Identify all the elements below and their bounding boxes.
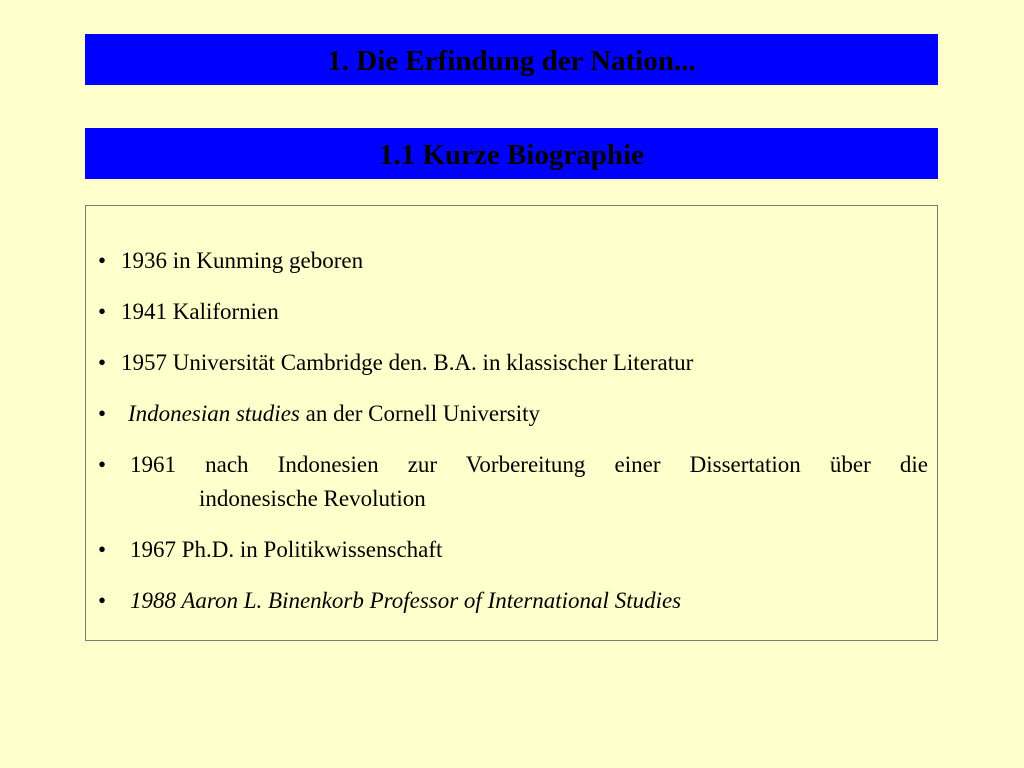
biography-box bbox=[85, 205, 938, 641]
slide-subtitle: 1.1 Kurze Biographie bbox=[378, 139, 644, 171]
bullet: • bbox=[98, 537, 107, 562]
bullet: • bbox=[98, 248, 107, 273]
list-item-continuation: indonesische Revolution bbox=[199, 486, 426, 511]
list-item-text: 1957 Universität Cambridge den. B.A. in klassischer Literatur bbox=[121, 350, 694, 375]
italic-phrase: Indonesian studies bbox=[128, 401, 300, 426]
bullet: • bbox=[98, 299, 107, 324]
list-item bbox=[86, 448, 939, 516]
list-item-text bbox=[128, 397, 540, 431]
slide-title: 1. Die Erfindung der Nation... bbox=[327, 45, 696, 77]
bullet: • bbox=[98, 401, 107, 426]
list-item-text: 1988 Aaron L. Binenkorb Professor of International Studies bbox=[130, 588, 682, 613]
list-item-text: 1936 in Kunming geboren bbox=[121, 248, 364, 273]
plain-phrase: an der Cornell University bbox=[299, 401, 541, 426]
bullet: • bbox=[98, 350, 107, 375]
bullet: • bbox=[98, 588, 107, 613]
list-item-text: 1961 nach Indonesien zur Vorbereitung einer Dissertation über die bbox=[130, 452, 928, 477]
list-item-text: 1941 Kalifornien bbox=[121, 299, 279, 324]
title-banner bbox=[85, 34, 938, 85]
subtitle-banner bbox=[85, 128, 938, 179]
list-item-text: 1967 Ph.D. in Politikwissenschaft bbox=[130, 537, 443, 562]
bullet: • bbox=[98, 452, 107, 477]
